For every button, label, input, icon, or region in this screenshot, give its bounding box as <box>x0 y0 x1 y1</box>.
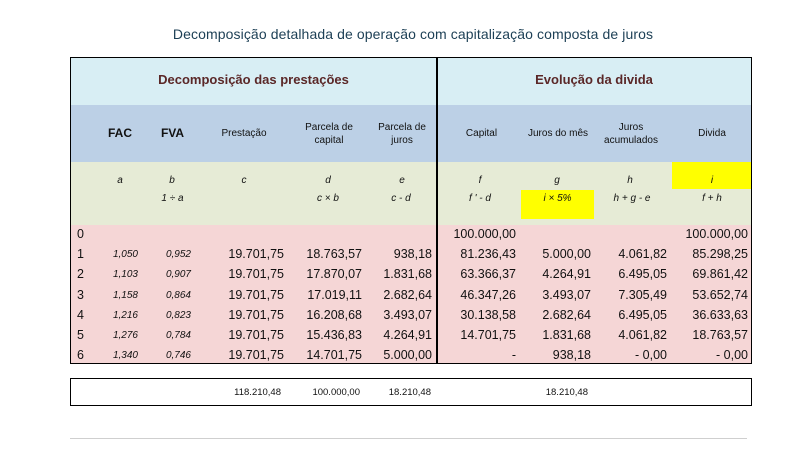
cell-prestacao: 19.701,75 <box>228 307 284 322</box>
cell-fva: 0,907 <box>165 269 191 281</box>
cell-prestacao: 19.701,75 <box>228 287 284 302</box>
cell-juros-mes: 5.000,00 <box>542 247 591 262</box>
formula-capital: f ' - d <box>469 193 491 204</box>
cell-capital: 46.347,26 <box>460 287 516 302</box>
col-header-parcela-juros: Parcela de juros <box>378 121 426 146</box>
letter-c: c <box>241 175 247 186</box>
section-title-right: Evolução da divida <box>535 72 653 87</box>
col-header-parcela-capital: Parcela de capital <box>305 121 353 146</box>
col-header-divida: Divida <box>698 128 726 139</box>
cell-fva: 0,746 <box>165 350 191 362</box>
cell-juros-acumulados: 7.305,49 <box>618 287 667 302</box>
formula-parcela-capital: c × b <box>317 193 339 204</box>
cell-juros-acumulados: 6.495,05 <box>618 307 667 322</box>
cell-divida: 85.298,25 <box>692 247 748 262</box>
cell-period: 0 <box>77 227 84 241</box>
cell-fva: 0,952 <box>165 249 191 261</box>
letter-i: i <box>710 175 714 186</box>
cell-divida: 36.633,63 <box>692 307 748 322</box>
cell-juros-mes: 2.682,64 <box>542 307 591 322</box>
cell-period: 3 <box>77 287 84 302</box>
cell-juros-mes: 1.831,68 <box>542 328 591 342</box>
cell-divida: - 0,00 <box>716 348 748 363</box>
cell-parcela-juros: 3.493,07 <box>383 307 432 322</box>
cell-fac: 1,276 <box>112 330 138 341</box>
cell-capital: 63.366,37 <box>460 267 516 282</box>
cell-capital: 14.701,75 <box>460 328 516 342</box>
cell-period: 2 <box>77 267 84 282</box>
cell-juros-acumulados: 6.495,05 <box>618 267 667 282</box>
cell-juros-acumulados: 4.061,82 <box>618 328 667 342</box>
cell-divida: 53.652,74 <box>692 287 748 302</box>
total-parcela-juros: 18.210,48 <box>388 387 431 398</box>
cell-parcela-capital: 16.208,68 <box>306 307 362 322</box>
cell-juros-mes: 938,18 <box>552 348 591 363</box>
total-prestacao: 118.210,48 <box>234 387 281 398</box>
cell-parcela-capital: 14.701,75 <box>306 348 362 363</box>
cell-juros-acumulados: 4.061,82 <box>618 247 667 262</box>
formula-parcela-juros: c - d <box>391 193 411 204</box>
cell-period: 6 <box>77 348 84 363</box>
cell-period: 5 <box>77 328 84 342</box>
cell-juros-mes: 4.264,91 <box>542 267 591 282</box>
cell-fva: 0,864 <box>165 289 191 301</box>
formula-juros-acumulados: h + g - e <box>613 193 651 204</box>
formula-divida: f + h <box>702 193 722 204</box>
cell-fac: 1,340 <box>112 350 138 362</box>
cell-parcela-capital: 18.763,57 <box>306 247 362 262</box>
cell-juros-mes: 3.493,07 <box>542 287 591 302</box>
cell-parcela-juros: 2.682,64 <box>383 287 432 302</box>
total-parcela-capital: 100.000,00 <box>312 387 360 398</box>
bottom-rule <box>70 438 747 439</box>
cell-fac: 1,103 <box>112 269 138 281</box>
formula-fva: 1 ÷ a <box>161 193 184 204</box>
cell-period: 4 <box>77 307 84 322</box>
cell-period: 1 <box>77 247 84 262</box>
cell-prestacao: 19.701,75 <box>228 267 284 282</box>
formula-juros-mes: i × 5% <box>543 193 572 204</box>
letter-f: f <box>478 175 482 186</box>
section-title-left: Decomposição das prestações <box>158 72 349 87</box>
col-header-prestacao: Prestação <box>221 128 267 139</box>
cell-parcela-capital: 17.870,07 <box>306 267 362 282</box>
cell-capital: - <box>511 348 516 363</box>
total-juros-mes: 18.210,48 <box>545 387 588 398</box>
letter-e: e <box>399 175 405 186</box>
page-title: Decomposição detalhada de operação com capitalização composta de juros <box>172 26 654 42</box>
letter-h: h <box>627 175 633 186</box>
letter-a: a <box>117 175 123 186</box>
cell-divida: 69.861,42 <box>692 267 748 282</box>
cell-fac: 1,216 <box>112 309 138 321</box>
cell-parcela-capital: 15.436,83 <box>306 328 362 342</box>
cell-divida: 18.763,57 <box>692 328 748 342</box>
col-header-capital: Capital <box>465 128 498 139</box>
cell-juros-acumulados: - 0,00 <box>635 348 667 363</box>
cell-fac: 1,158 <box>112 289 138 301</box>
cell-capital: 81.236,43 <box>460 247 516 262</box>
cell-capital: 100.000,00 <box>453 227 516 241</box>
cell-fac: 1,050 <box>112 249 138 261</box>
col-header-juros-acumulados: Juros acumulados <box>604 121 658 146</box>
cell-parcela-juros: 1.831,68 <box>383 267 432 282</box>
letter-d: d <box>325 175 331 186</box>
cell-parcela-juros: 938,18 <box>393 247 432 262</box>
cell-parcela-juros: 5.000,00 <box>383 348 432 363</box>
cell-prestacao: 19.701,75 <box>228 247 284 262</box>
cell-parcela-capital: 17.019,11 <box>307 287 362 302</box>
letter-b: b <box>169 175 175 186</box>
cell-divida: 100.000,00 <box>685 227 748 241</box>
letter-g: g <box>554 175 560 186</box>
cell-parcela-juros: 4.264,91 <box>383 328 432 342</box>
cell-prestacao: 19.701,75 <box>228 348 284 363</box>
cell-prestacao: 19.701,75 <box>228 328 284 342</box>
col-header-juros-mes: Juros do mês <box>527 128 589 139</box>
cell-fva: 0,823 <box>165 309 191 321</box>
cell-capital: 30.138,58 <box>460 307 516 322</box>
col-header-fac: FAC <box>108 126 132 140</box>
col-header-fva: FVA <box>160 126 185 140</box>
cell-fva: 0,784 <box>165 330 191 341</box>
